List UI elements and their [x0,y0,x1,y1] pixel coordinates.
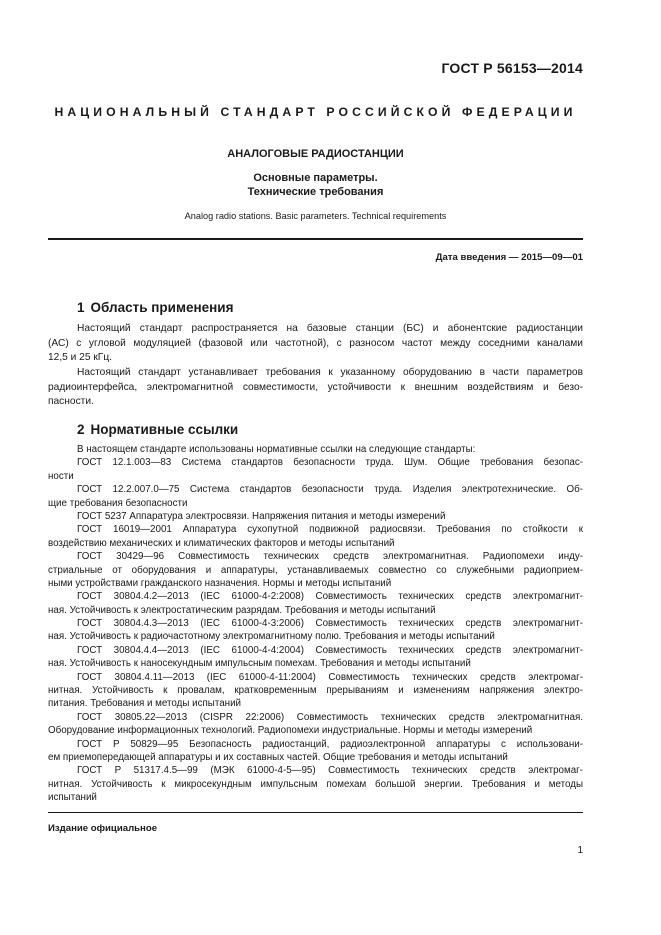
english-title: Analog radio stations. Basic parameters. Technical requirements [184,211,447,221]
section-1-paragraph-1 [48,322,583,366]
header-divider [48,238,583,240]
reference-line: ности [48,470,74,482]
document-subtitle-2: Технические требования [247,186,384,198]
text-line: 12,5 и 25 кГц. [48,352,112,364]
reference-line: Оборудование информационных технологий. Радиопомехи индустриальные. Нормы и методы измерений [48,725,533,737]
text-line: (АС) с угловой модуляцией (фазовой или частотной), с разносом частот между соседними каналами [48,337,583,349]
reference-line: нитная. Устойчивость к провалам, кратковременным прерываниям и изменениям напряжения электро- [48,685,583,697]
section-2-heading [77,422,238,437]
reference-line: ГОСТ 16019—2001 Аппаратура сухопутной подвижной радиосвязи. Требования по стойкости к [77,524,583,536]
section-1-title: Область применения [90,300,234,315]
reference-line: ГОСТ 30804.4.3—2013 (IEC 61000-4-3:2006) Совместимость технических средств электромагнит- [77,618,583,630]
reference-line: ная. Устойчивость к наносекундным импульсным помехам. Требования и методы испытаний [48,658,471,670]
reference-line: ГОСТ 5237 Аппаратура электросвязи. Напряжения питания и методы измерений [77,510,446,522]
reference-line: ными устройствами гражданского назначения. Нормы и методы испытаний [48,577,392,589]
normative-references [48,443,583,805]
page-number: 1 [577,845,583,856]
document-subtitle-1: Основные параметры. [253,172,378,184]
reference-line: ГОСТ 30804.4.2—2013 (IEC 61000-4-2:2008) Совместимость технических средств электромагнит- [77,591,583,603]
text-line: пасности. [48,396,94,408]
reference-line: стриальные от оборудования и аппаратуры, устанавливаемых совместно со служебными радиоприем- [48,564,583,576]
reference-line: ГОСТ Р 50829—95 Безопасность радиостанций, радиоэлектронной аппаратуры с использовани- [77,738,583,750]
reference-line: ГОСТ 30429—96 Совместимость технических средств электромагнитная. Радиопомехи инду- [77,551,583,563]
reference-line: питания. Требования и методы испытаний [48,698,242,710]
section-2-title: Нормативные ссылки [90,422,239,437]
reference-line: ГОСТ 30804.4.11—2013 (IEC 61000-4-11:2004) Совместимость технических средств электромаг- [77,671,583,683]
reference-line: ГОСТ 30804.4.4—2013 (IEC 61000-4-4:2004) Совместимость технических средств электромагнит- [77,644,583,656]
reference-line: ГОСТ Р 51317.4.5—99 (МЭК 61000-4-5—95) Совместимость технических средств электромаг- [77,765,583,777]
reference-line: ная. Устойчивость к радиочастотному электромагнитному полю. Требования и методы испытаний [48,631,495,643]
reference-line: ем приемопередающей аппаратуры и их составных частей. Общие требования и методы испытаний [48,751,508,763]
section-1-heading [77,300,233,315]
reference-line: нитная. Устойчивость к микросекундным импульсным помехам большой энергии. Требования и методы [48,778,583,790]
reference-line: испытаний [48,792,97,804]
reference-line: ГОСТ 30805.22—2013 (CISPR 22:2006) Совместимость технических средств электромагнитная. [77,711,583,723]
text-line: Настоящий стандарт распространяется на базовые станции (БС) и абонентские радиостанции [77,323,583,334]
section-1-paragraph-2 [48,366,583,410]
text-line: Настоящий стандарт устанавливает требования к указанному оборудованию в части параметров [77,367,583,378]
footer-divider [48,812,583,813]
references-intro: В настоящем стандарте использованы нормативные ссылки на следующие стандарты: [77,444,476,455]
reference-line: щие требования безопасности [48,497,188,509]
official-edition-label: Издание официальное [48,823,158,834]
reference-line: ГОСТ 12.1.003—83 Система стандартов безопасности труда. Шум. Общие требования безопас- [77,457,583,469]
reference-line: ГОСТ 12.2.007.0—75 Система стандартов безопасности труда. Изделия электротехнические. Об- [77,484,583,496]
text-line: радиоинтерфейса, электромагнитной совместимости, устойчивости к внешним воздействиям и безо- [48,381,583,393]
introduction-date: Дата введения — 2015—09—01 [435,252,583,263]
section-2-number: 2 [77,422,85,437]
reference-line: ная. Устойчивость к электростатическим разрядам. Требования и методы испытаний [48,604,436,616]
national-standard-title: НАЦИОНАЛЬНЫЙ СТАНДАРТ РОССИЙСКОЙ ФЕДЕРАЦИИ [54,105,577,119]
reference-line: воздействию механических и климатических факторов и методы испытаний [48,537,395,549]
document-title: АНАЛОГОВЫЕ РАДИОСТАНЦИИ [227,148,404,160]
gost-code: ГОСТ Р 56153—2014 [441,60,583,76]
section-1-number: 1 [77,300,85,315]
